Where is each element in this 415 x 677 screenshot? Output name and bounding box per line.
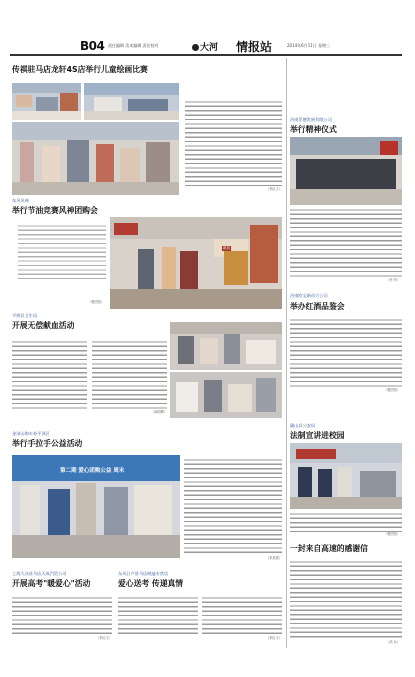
logo <box>192 40 218 53</box>
article-1-byline: （李红义） <box>266 187 282 191</box>
article-8-body <box>290 318 402 388</box>
photo-showroom <box>84 83 179 120</box>
article-2-title: 举行节油竞赛风神团购会 <box>12 206 98 215</box>
article-5-org: 上海大众驻马店天成汽贸公司 <box>12 571 67 576</box>
section-title: 情报站 <box>236 40 273 54</box>
article-1-title: 传祺驻马店龙轩4S店举行儿童绘画比赛 <box>12 65 148 74</box>
article-9-byline: （鲁国恒） <box>384 532 400 536</box>
article-10-title: 一封来自高速的感谢信 <box>290 544 368 553</box>
issue-date: 2014年6月11日 星期三 <box>287 43 331 48</box>
header-small-text: 责任编辑 美术编辑 责任校对 <box>108 43 159 48</box>
article-2-org: 东风风神 <box>12 198 29 203</box>
article-7-title: 举行精神仪式 <box>290 125 337 134</box>
article-5-byline: （李红义） <box>96 636 112 640</box>
page-code: B04 <box>80 39 105 53</box>
photo-staff-ceremony <box>290 137 402 205</box>
photo-blood-donation-2 <box>170 372 282 418</box>
article-4-byline: （李其燕） <box>266 556 282 560</box>
article-4-org: 金泽山购车券平顶区 <box>12 431 50 436</box>
article-3-org: 平舆县卫生局 <box>12 313 38 318</box>
article-8-byline: （鲁国恒） <box>384 388 400 392</box>
article-6-org: 东风日产驻马店晓迪专营店 <box>118 571 169 576</box>
article-6-title: 爱心送考 传递真情 <box>118 579 184 588</box>
article-1-body <box>185 100 282 187</box>
article-7-body <box>290 208 402 278</box>
logo-mark-icon <box>192 44 199 51</box>
article-3-body-left <box>12 340 87 410</box>
article-7-org: 河南菲德发展有限公司 <box>290 117 332 122</box>
article-6-body-left <box>118 596 198 636</box>
photo-school-lecture <box>290 443 402 509</box>
photo-children-group <box>12 122 179 195</box>
article-7-byline: （李 华） <box>386 278 400 282</box>
article-2-byline: （鲁国恒） <box>88 300 104 304</box>
article-10-body <box>290 560 402 640</box>
photo-dongfeng-event <box>110 217 282 309</box>
photo-event-banner: 第二期 爱心团购公益 周末 <box>60 468 125 474</box>
article-4-title: 举行手拉手公益活动 <box>12 439 83 448</box>
article-9-body <box>290 512 402 532</box>
article-10-byline: （高 兵） <box>386 640 400 644</box>
article-3-byline: （商明辉） <box>151 410 167 414</box>
photo-children-drawing <box>12 83 81 120</box>
article-6-byline: （李红义） <box>266 636 282 640</box>
article-9-org: 确山县公安局 <box>290 423 316 428</box>
article-8-title: 举办红酒品鉴会 <box>290 302 345 311</box>
article-5-body <box>12 596 112 636</box>
article-6-body-right <box>202 596 282 636</box>
photo-blood-donation-1 <box>170 322 282 370</box>
article-3-title: 开展无偿献血活动 <box>12 321 75 330</box>
logo-text: 大河 <box>200 43 219 53</box>
article-9-title: 法制宣讲进校园 <box>290 431 345 440</box>
article-4-body <box>184 458 282 556</box>
header-rule <box>10 54 402 56</box>
photo-cake-sign: 新品 <box>223 246 230 250</box>
article-2-body <box>18 224 106 279</box>
article-5-title: 开展高考"暖爱心"活动 <box>12 579 91 588</box>
article-3-body-mid <box>92 340 167 410</box>
right-column-divider <box>286 58 287 648</box>
article-8-org: 河南欧宝新动力公司 <box>290 293 328 298</box>
